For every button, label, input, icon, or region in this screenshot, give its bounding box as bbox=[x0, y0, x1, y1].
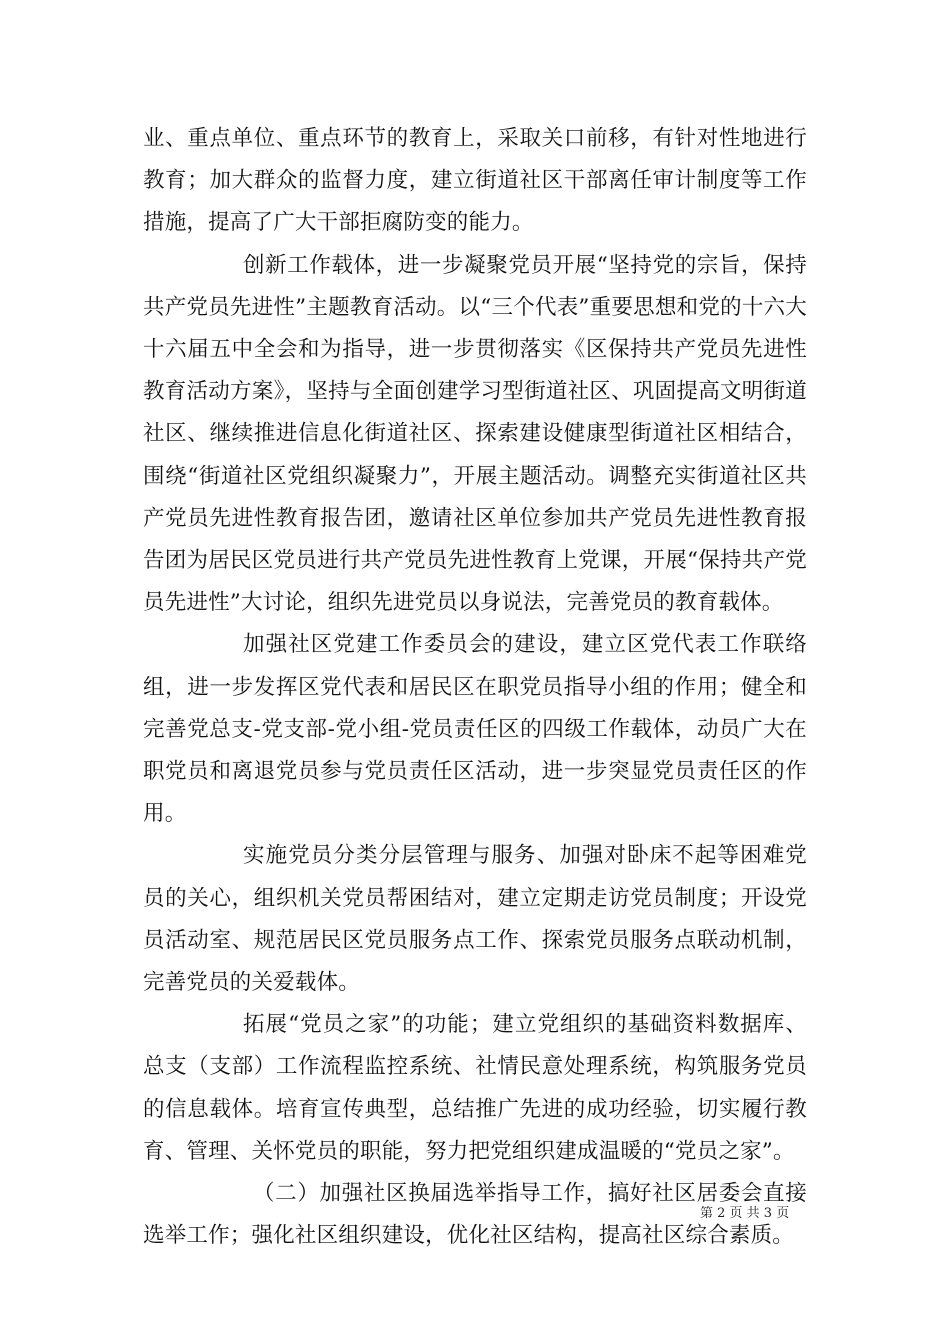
paragraph-party-home: 拓展“党员之家”的功能；建立党组织的基础资料数据库、总支（支部）工作流程监控系统、社情民意处理系统，构筑服务党员的信息载体。培育宣传典型，总结推广先进的成功经验，切实履行教育、管理、关怀党员的职能，努力把党组织建成温暖的“党员之家”。 bbox=[143, 1012, 807, 1164]
page-footer: 第 2 页 共 3 页 bbox=[700, 1206, 790, 1221]
paragraph-election: （二）加强社区换届选举指导工作，搞好社区居委会直接选举工作；强化社区组织建设，优化社区结构，提高社区综合素质。 bbox=[143, 1181, 807, 1249]
paragraph-continuation: 业、重点单位、重点环节的教育上，采取关口前移，有针对性地进行教育；加大群众的监督力度，建立街道社区干部离任审计制度等工作措施，提高了广大干部拒腐防变的能力。 bbox=[143, 126, 807, 236]
paragraph-member-management: 实施党员分类分层管理与服务、加强对卧床不起等困难党员的关心，组织机关党员帮困结对，建立定期走访党员制度；开设党员活动室、规范居民区党员服务点工作、探索党员服务点联动机制，完善党员的关爱载体。 bbox=[143, 843, 807, 996]
paragraph-work-carrier: 创新工作载体，进一步凝聚党员开展“坚持党的宗旨，保持共产党员先进性”主题教育活动。以“三个代表”重要思想和党的十六大十六届五中全会和为指导，进一步贯彻落实《区保持共产党员先进性教育活动方案》，坚持与全面创建学习型街道社区、巩固提高文明街道社区、继续推进信息化街道社区、探索建设健康型街道社区相结合，围绕“街道社区党组织凝聚力”，开展主题活动。调整充实街道社区共产党员先进性教育报告团，邀请社区单位参加共产党员先进性教育报告团为居民区党员进行共产党员先进性教育上党课，开展“保持共产党员先进性”大讨论，组织先进党员以身说法，完善党员的教育载体。 bbox=[143, 252, 807, 616]
paragraph-committee: 加强社区党建工作委员会的建设，建立区党代表工作联络组，进一步发挥区党代表和居民区在职党员指导小组的作用；健全和完善党总支-党支部-党小组-党员责任区的四级工作载体，动员广大在职党员和离退党员参与党员责任区活动，进一步突显党员责任区的作用。 bbox=[143, 632, 807, 827]
document-body bbox=[143, 118, 807, 1257]
